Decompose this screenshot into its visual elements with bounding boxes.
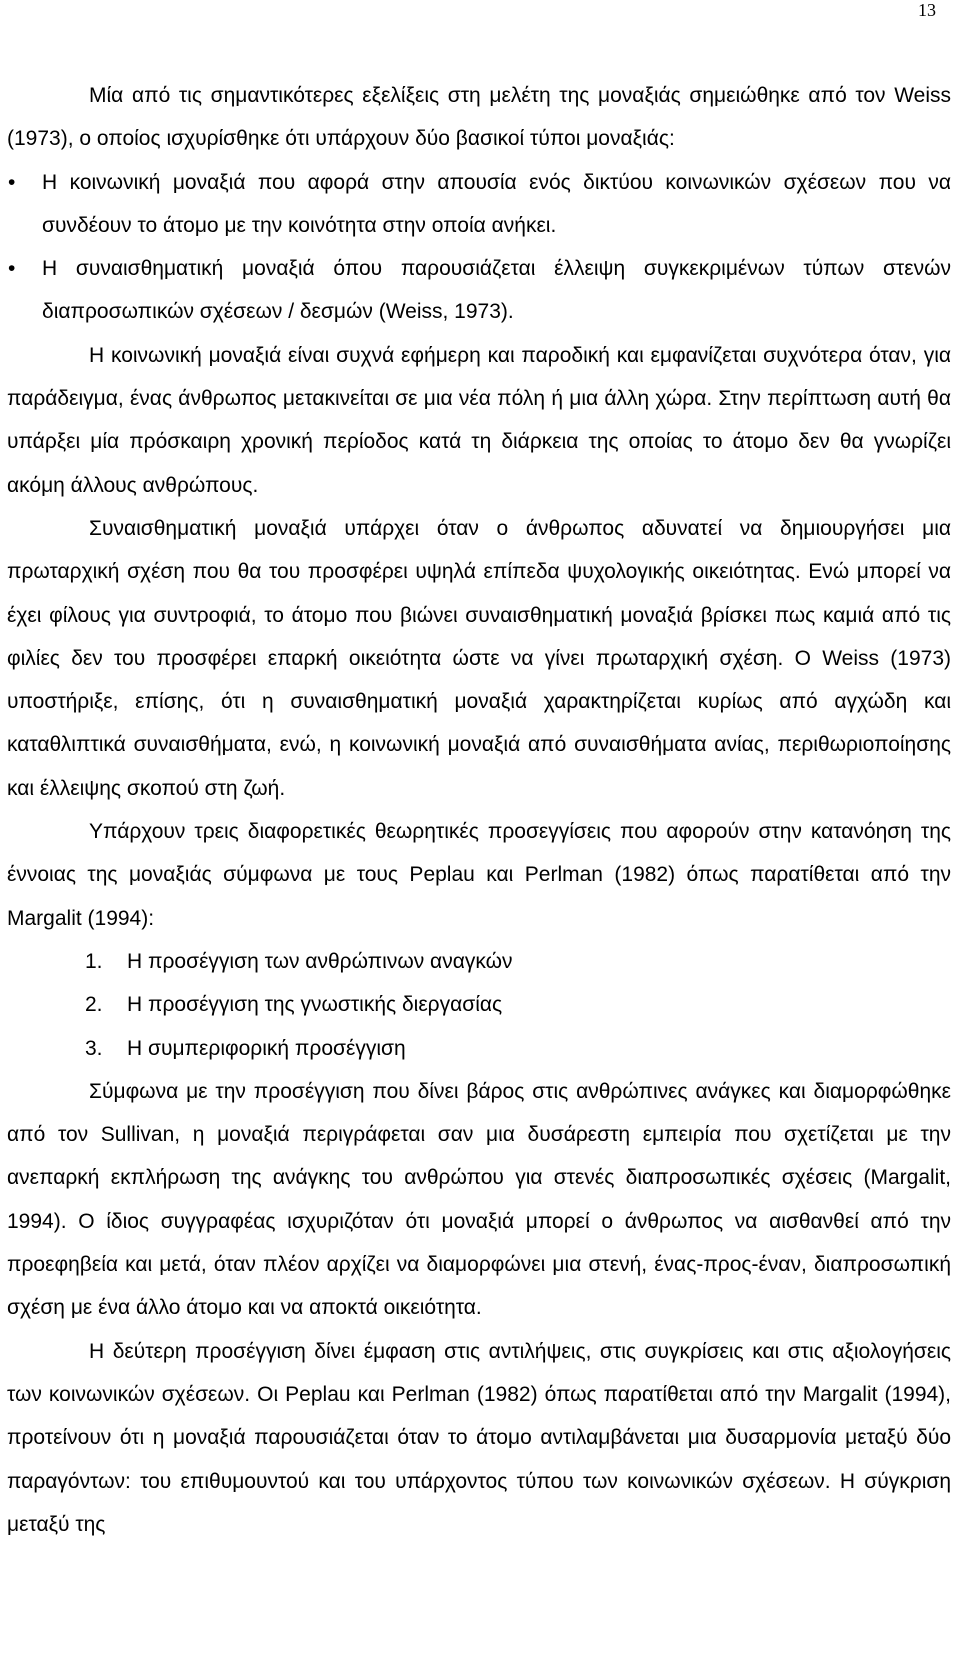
list-number: 3.: [85, 1036, 103, 1060]
list-item-text: Η συμπεριφορική προσέγγιση: [127, 1036, 406, 1060]
list-number: 2.: [85, 993, 103, 1017]
approaches-list: [7, 940, 951, 1070]
list-item: [7, 247, 951, 334]
list-item: [7, 983, 951, 1026]
list-item-text: Η προσέγγιση της γνωστικής διεργασίας: [127, 993, 503, 1017]
list-item: [7, 940, 951, 983]
bullet-icon: •: [8, 170, 16, 194]
body-paragraph: Συναισθηματική μοναξιά υπάρχει όταν ο άνθρωπος αδυνατεί να δημιουργήσει μια πρωταρχική σχέση που θα του προσφέρει υψηλά επίπεδα ψυχολογικής οικειότητας. Ενώ μπορεί να έχει φίλους για συντροφιά, το άτομο που βιώνει συναισθηματική μοναξιά βρίσκει πως καμιά από τις φιλίες δεν του προσφέρει επαρκή οικειότητα ώστε να γίνει πρωταρχική σχέση. Ο Weiss (1973) υποστήριξε, επίσης, ότι η συναισθηματική μοναξιά χαρακτηρίζεται κυρίως από αγχώδη και καταθλιπτικά συναισθήματα, ενώ, η κοινωνική μοναξιά από συναισθήματα ανίας, περιθωριοποίησης και έλλειψης σκοπού στη ζωή.: [7, 516, 951, 800]
body-paragraph: Σύμφωνα με την προσέγγιση που δίνει βάρος στις ανθρώπινες ανάγκες και διαμορφώθηκε από τον Sullivan, η μοναξιά περιγράφεται σαν μια δυσάρεστη εμπειρία που σχετίζεται με την ανεπαρκή εκπλήρωση της ανάγκης του ανθρώπου για στενές διαπροσωπικές σχέσεις (Margalit, 1994). Ο ίδιος συγγραφέας ισχυριζόταν ότι μοναξιά μπορεί ο άνθρωπος να αισθανθεί από την προεφηβεία και μετά, όταν πλέον αρχίζει να διαμορφώνει μια στενή, ένας-προς-έναν, διαπροσωπική σχέση με ένα άλλο άτομο και να αποκτά οικειότητα.: [7, 1079, 951, 1320]
body-paragraph: Η δεύτερη προσέγγιση δίνει έμφαση στις αντιλήψεις, στις συγκρίσεις και στις αξιολογήσεις των κοινωνικών σχέσεων. Οι Peplau και Perlman (1982) όπως παρατίθεται από την Margalit (1994), προτείνουν ότι η μοναξιά παρουσιάζεται όταν το άτομο αντιλαμβάνεται μια δυσαρμονία μεταξύ δύο παραγόντων: του επιθυμουντού και του υπάρχοντος τύπου των κοινωνικών σχέσεων. Η σύγκριση μεταξύ της: [7, 1339, 951, 1536]
intro-paragraph: Μία από τις σημαντικότερες εξελίξεις στη μελέτη της μοναξιάς σημειώθηκε από τον Weiss (1973), ο οποίος ισχυρίσθηκε ότι υπάρχουν δύο βασικοί τύποι μοναξιάς:: [7, 84, 951, 151]
body-paragraph: Υπάρχουν τρεις διαφορετικές θεωρητικές προσεγγίσεις που αφορούν στην κατανόηση της έννοιας της μοναξιάς σύμφωνα με τους Peplau και Perlman (1982) όπως παρατίθεται από την Margalit (1994):: [7, 820, 951, 930]
list-item-text: Η κοινωνική μοναξιά που αφορά στην απουσία ενός δικτύου κοινωνικών σχέσεων που να συνδέουν το άτομο με την κοινότητα στην οποία ανήκει.: [42, 170, 951, 237]
list-number: 1.: [85, 949, 103, 973]
body-paragraph: Η κοινωνική μοναξιά είναι συχνά εφήμερη και παροδική και εμφανίζεται συχνότερα όταν, για παράδειγμα, ένας άνθρωπος μετακινείται σε μια νέα πόλη ή μια άλλη χώρα. Στην περίπτωση αυτή θα υπάρξει μία πρόσκαιρη χρονική περίοδος κατά τη διάρκεια της οποίας το άτομο δεν θα γνωρίζει ακόμη άλλους ανθρώπους.: [7, 343, 951, 497]
list-item-text: Η συναισθηματική μοναξιά όπου παρουσιάζεται έλλειψη συγκεκριμένων τύπων στενών διαπροσωπικών σχέσεων / δεσμών (Weiss, 1973).: [42, 257, 951, 324]
list-item: [7, 161, 951, 248]
list-item-text: Η προσέγγιση των ανθρώπινων αναγκών: [127, 949, 513, 973]
bullet-icon: •: [8, 257, 16, 281]
document-body: [7, 74, 951, 1546]
loneliness-types-list: [7, 161, 951, 334]
list-item: [7, 1027, 951, 1070]
page-number: 13: [918, 0, 936, 20]
